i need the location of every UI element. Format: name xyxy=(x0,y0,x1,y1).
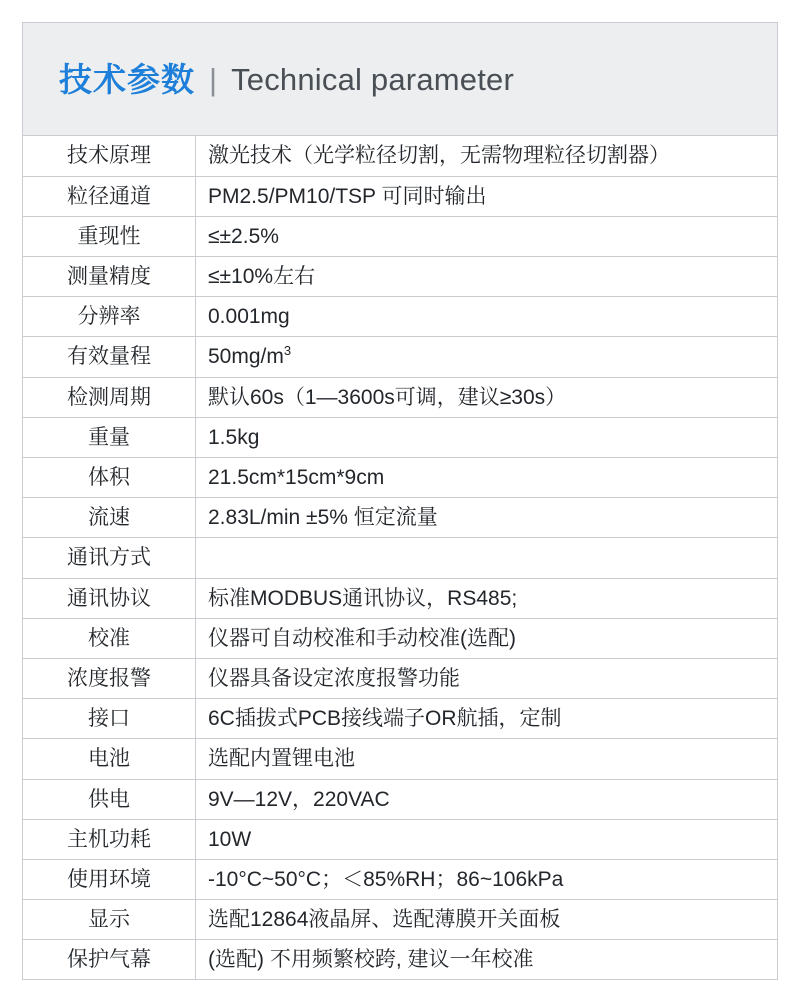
page-title-cn: 技术参数 xyxy=(59,60,195,98)
spec-key: 重现性 xyxy=(23,216,196,256)
table-row xyxy=(23,297,777,337)
specifications-table xyxy=(23,136,777,980)
table-row xyxy=(23,257,777,297)
spec-value: 选配内置锂电池 xyxy=(196,739,778,779)
spec-value: 9V—12V，220VAC xyxy=(196,779,778,819)
table-row xyxy=(23,658,777,698)
spec-key: 显示 xyxy=(23,900,196,940)
table-row xyxy=(23,618,777,658)
spec-value: ≤±2.5% xyxy=(196,216,778,256)
spec-key: 通讯协议 xyxy=(23,578,196,618)
table-row xyxy=(23,136,777,176)
spec-value-text: 50mg/m xyxy=(208,345,284,369)
spec-key: 技术原理 xyxy=(23,136,196,176)
spec-value: 仪器可自动校准和手动校准(选配) xyxy=(196,618,778,658)
spec-value: 21.5cm*15cm*9cm xyxy=(196,458,778,498)
spec-value: 0.001mg xyxy=(196,297,778,337)
spec-key: 重量 xyxy=(23,417,196,457)
spec-value: 1.5kg xyxy=(196,417,778,457)
spec-key: 粒径通道 xyxy=(23,176,196,216)
spec-value: 6C插拔式PCB接线端子OR航插，定制 xyxy=(196,699,778,739)
spec-value: 10W xyxy=(196,819,778,859)
table-row xyxy=(23,940,777,980)
table-row xyxy=(23,417,777,457)
spec-value xyxy=(196,538,778,578)
spec-value: ≤±10%左右 xyxy=(196,257,778,297)
spec-key: 接口 xyxy=(23,699,196,739)
table-row xyxy=(23,337,777,377)
spec-value: 默认60s（1—3600s可调，建议≥30s） xyxy=(196,377,778,417)
spec-key: 测量精度 xyxy=(23,257,196,297)
spec-key: 主机功耗 xyxy=(23,819,196,859)
spec-value: 标准MODBUS通讯协议，RS485; xyxy=(196,578,778,618)
table-row xyxy=(23,699,777,739)
spec-key: 流速 xyxy=(23,498,196,538)
spec-key: 有效量程 xyxy=(23,337,196,377)
title-separator: | xyxy=(209,61,218,97)
spec-key: 分辨率 xyxy=(23,297,196,337)
spec-key: 校准 xyxy=(23,618,196,658)
table-row xyxy=(23,900,777,940)
spec-value: 仪器具备设定浓度报警功能 xyxy=(196,658,778,698)
spec-value: PM2.5/PM10/TSP 可同时输出 xyxy=(196,176,778,216)
spec-value xyxy=(196,337,778,377)
spec-key: 通讯方式 xyxy=(23,538,196,578)
spec-value: 选配12864液晶屏、选配薄膜开关面板 xyxy=(196,900,778,940)
spec-value: 激光技术（光学粒径切割，无需物理粒径切割器） xyxy=(196,136,778,176)
spec-value: 2.83L/min ±5% 恒定流量 xyxy=(196,498,778,538)
spec-card xyxy=(22,22,778,980)
spec-value: (选配) 不用频繁校跨, 建议一年校准 xyxy=(196,940,778,980)
specifications-table-body xyxy=(23,136,777,980)
table-row xyxy=(23,739,777,779)
spec-key: 使用环境 xyxy=(23,859,196,899)
table-row xyxy=(23,377,777,417)
page-title-en: Technical parameter xyxy=(231,61,514,97)
table-row xyxy=(23,578,777,618)
spec-key: 电池 xyxy=(23,739,196,779)
table-row xyxy=(23,819,777,859)
card-header xyxy=(23,23,777,136)
table-row xyxy=(23,779,777,819)
table-row xyxy=(23,458,777,498)
table-row xyxy=(23,859,777,899)
spec-value-superscript: 3 xyxy=(283,343,292,359)
table-row xyxy=(23,216,777,256)
spec-value: -10°C~50°C；＜85%RH；86~106kPa xyxy=(196,859,778,899)
spec-key: 检测周期 xyxy=(23,377,196,417)
spec-key: 体积 xyxy=(23,458,196,498)
spec-key: 浓度报警 xyxy=(23,658,196,698)
spec-key: 供电 xyxy=(23,779,196,819)
table-row xyxy=(23,176,777,216)
table-row xyxy=(23,538,777,578)
spec-key: 保护气幕 xyxy=(23,940,196,980)
table-row xyxy=(23,498,777,538)
